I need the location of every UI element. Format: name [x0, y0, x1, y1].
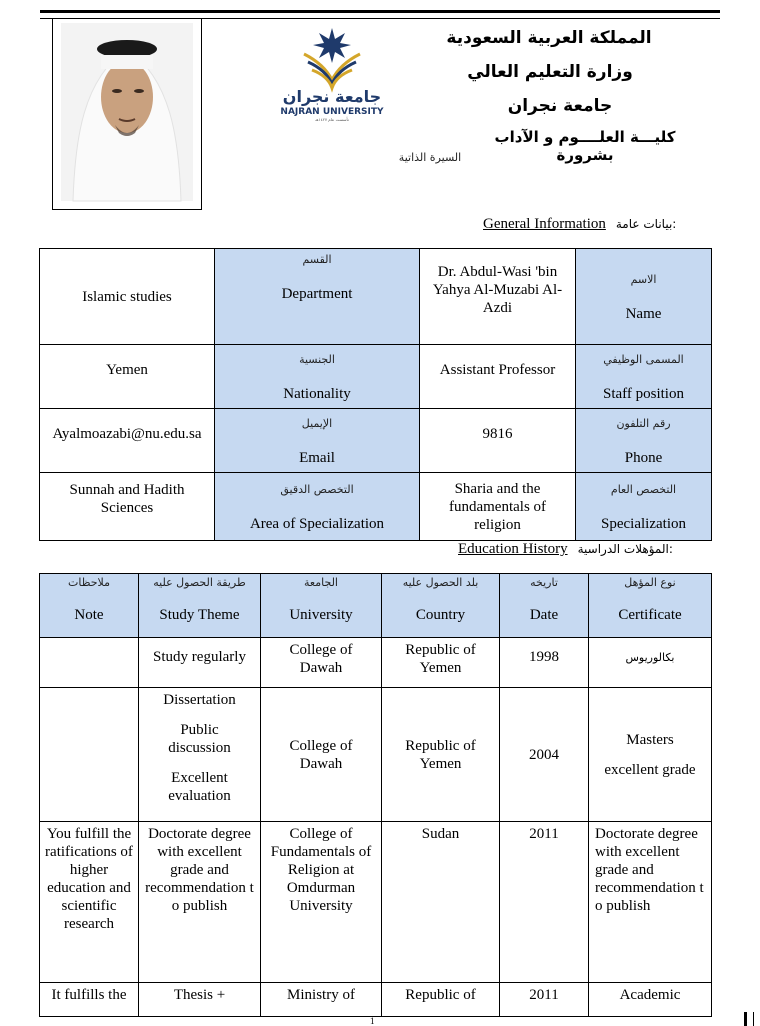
najran-university-logo — [274, 26, 390, 122]
column-header-en: Study Theme — [159, 607, 240, 623]
column-header-ar: طريقة الحصول عليه — [153, 576, 246, 589]
page-number: 1 — [370, 1016, 375, 1026]
date-cell: 2011 — [500, 822, 589, 983]
department-label — [215, 249, 420, 345]
certificate-cell — [589, 983, 712, 1017]
area-of-specialization-label — [215, 473, 420, 541]
education-history-heading-en: Education History — [458, 541, 568, 557]
table-row — [40, 688, 712, 822]
kingdom-title: المملكة العربية السعودية — [446, 28, 652, 48]
specialization-label-en: Specialization — [601, 515, 686, 532]
table-row — [40, 345, 712, 409]
study-theme-cell — [139, 983, 261, 1017]
svg-text:تأسست عام ١٤٢٧هـ: تأسست عام ١٤٢٧هـ — [315, 117, 349, 122]
name-label — [576, 249, 712, 345]
column-header-date — [500, 574, 589, 638]
nationality-label-ar: الجنسية — [299, 352, 335, 366]
column-header-note — [40, 574, 139, 638]
certificate-text: بكالوريوس — [625, 651, 675, 664]
study-theme-text: Dissertation — [163, 692, 236, 708]
column-header-certificate — [589, 574, 712, 638]
nationality-label-en: Nationality — [283, 385, 351, 402]
email-value[interactable]: Ayalmoazabi@nu.edu.sa — [40, 409, 215, 473]
study-theme-text: Doctorate degree with excellent grade and recommendation t o publish — [145, 826, 254, 914]
certificate-text: Academic — [619, 987, 681, 1003]
table-row — [40, 983, 712, 1017]
note-cell — [40, 688, 139, 822]
education-header-row — [40, 574, 712, 638]
college-title: كليـــة العلــــوم و الآداب بشرورة — [494, 128, 676, 164]
email-label-en: Email — [299, 449, 335, 466]
ministry-title: وزارة التعليم العالي — [467, 62, 633, 82]
table-row — [40, 638, 712, 688]
name-label-ar: الاسم — [630, 272, 657, 286]
staff-photo — [52, 18, 202, 210]
table-row — [40, 473, 712, 541]
email-label-ar: الإيميل — [301, 416, 333, 430]
note-cell: It fulfills the — [40, 983, 139, 1017]
general-info-heading-ar: بيانات عامة: — [615, 217, 677, 231]
study-theme-cell — [139, 822, 261, 983]
university-cell: Ministry of — [261, 983, 382, 1017]
study-theme-text: Public discussion — [168, 722, 231, 756]
certificate-cell — [589, 638, 712, 688]
staff-position-label — [576, 345, 712, 409]
star-icon — [313, 28, 351, 63]
country-cell: Sudan — [382, 822, 500, 983]
area-of-specialization-label-ar: التخصص الدقيق — [280, 482, 354, 496]
column-header-university — [261, 574, 382, 638]
department-label-en: Department — [281, 286, 353, 302]
certificate-text: Doctorate degree with excellent grade and recommendation t o publish — [595, 826, 704, 914]
department-value: Islamic studies — [40, 249, 215, 345]
study-theme-cell — [139, 688, 261, 822]
phone-value: 9816 — [420, 409, 576, 473]
university-cell: College of Fundamentals of Religion at Omdurman University — [261, 822, 382, 983]
cv-title: السيرة الذاتية — [398, 151, 462, 164]
column-header-ar: ملاحظات — [68, 576, 110, 589]
study-theme-cell — [139, 638, 261, 688]
study-theme-text: Excellent evaluation — [168, 770, 231, 804]
specialization-value: Sharia and the fundamentals of religion — [420, 473, 576, 541]
note-cell: You fulfill the ratifications of higher education and scientific research — [40, 822, 139, 983]
name-label-en: Name — [625, 305, 662, 322]
column-header-study-theme — [139, 574, 261, 638]
column-header-country — [382, 574, 500, 638]
table-row — [40, 249, 712, 345]
nationality-value: Yemen — [40, 345, 215, 409]
page-border-rule — [744, 1012, 754, 1026]
country-cell: Republic of Yemen — [382, 638, 500, 688]
specialization-label-ar: التخصص العام — [610, 482, 677, 496]
general-info-table — [39, 248, 712, 541]
university-cell: College of Dawah — [261, 638, 382, 688]
general-info-heading — [483, 216, 676, 233]
certificate-cell — [589, 822, 712, 983]
date-cell: 2011 — [500, 983, 589, 1017]
country-cell: Republic of — [382, 983, 500, 1017]
nationality-label — [215, 345, 420, 409]
specialization-label — [576, 473, 712, 541]
certificate-text: Masters — [626, 732, 674, 748]
education-table — [39, 573, 712, 1017]
svg-text:جامعة نجران: جامعة نجران — [282, 87, 382, 106]
column-header-ar: بلد الحصول عليه — [402, 576, 479, 589]
university-title: جامعة نجران — [507, 96, 613, 116]
svg-text:NAJRAN UNIVERSITY: NAJRAN UNIVERSITY — [280, 107, 384, 117]
table-row — [40, 409, 712, 473]
column-header-ar: الجامعة — [304, 576, 338, 589]
staff-position-label-en: Staff position — [603, 385, 684, 402]
date-cell: 2004 — [500, 688, 589, 822]
department-label-ar: القسم — [302, 253, 332, 266]
area-of-specialization-value: Sunnah and Hadith Sciences — [40, 473, 215, 541]
area-of-specialization-label-en: Area of Specialization — [249, 515, 385, 532]
column-header-ar: تاريخه — [530, 576, 558, 589]
education-history-heading — [458, 541, 673, 558]
name-value: Dr. Abdul-Wasi 'bin Yahya Al-Muzabi Al-Azdi — [420, 249, 576, 345]
education-history-heading-ar: المؤهلات الدراسية: — [577, 542, 673, 556]
phone-label-ar: رقم التلفون — [616, 416, 671, 430]
email-label — [215, 409, 420, 473]
study-theme-text: Thesis + — [173, 987, 226, 1003]
staff-position-value: Assistant Professor — [420, 345, 576, 409]
general-info-heading-en: General Information — [483, 216, 606, 232]
column-header-en: Date — [529, 607, 559, 623]
column-header-en: University — [289, 607, 353, 623]
university-cell: College of Dawah — [261, 688, 382, 822]
portrait-image — [53, 19, 201, 209]
staff-position-label-ar: المسمى الوظيفي — [603, 352, 684, 366]
table-row — [40, 822, 712, 983]
study-theme-text: Study regularly — [153, 649, 246, 665]
column-header-en: Country — [415, 607, 466, 623]
phone-label — [576, 409, 712, 473]
certificate-text: excellent grade — [604, 762, 696, 778]
certificate-cell — [589, 688, 712, 822]
note-cell — [40, 638, 139, 688]
column-header-en: Certificate — [618, 607, 682, 623]
column-header-ar: نوع المؤهل — [624, 576, 676, 589]
phone-label-en: Phone — [624, 449, 663, 466]
date-cell: 1998 — [500, 638, 589, 688]
country-cell: Republic of Yemen — [382, 688, 500, 822]
column-header-en: Note — [74, 607, 104, 623]
